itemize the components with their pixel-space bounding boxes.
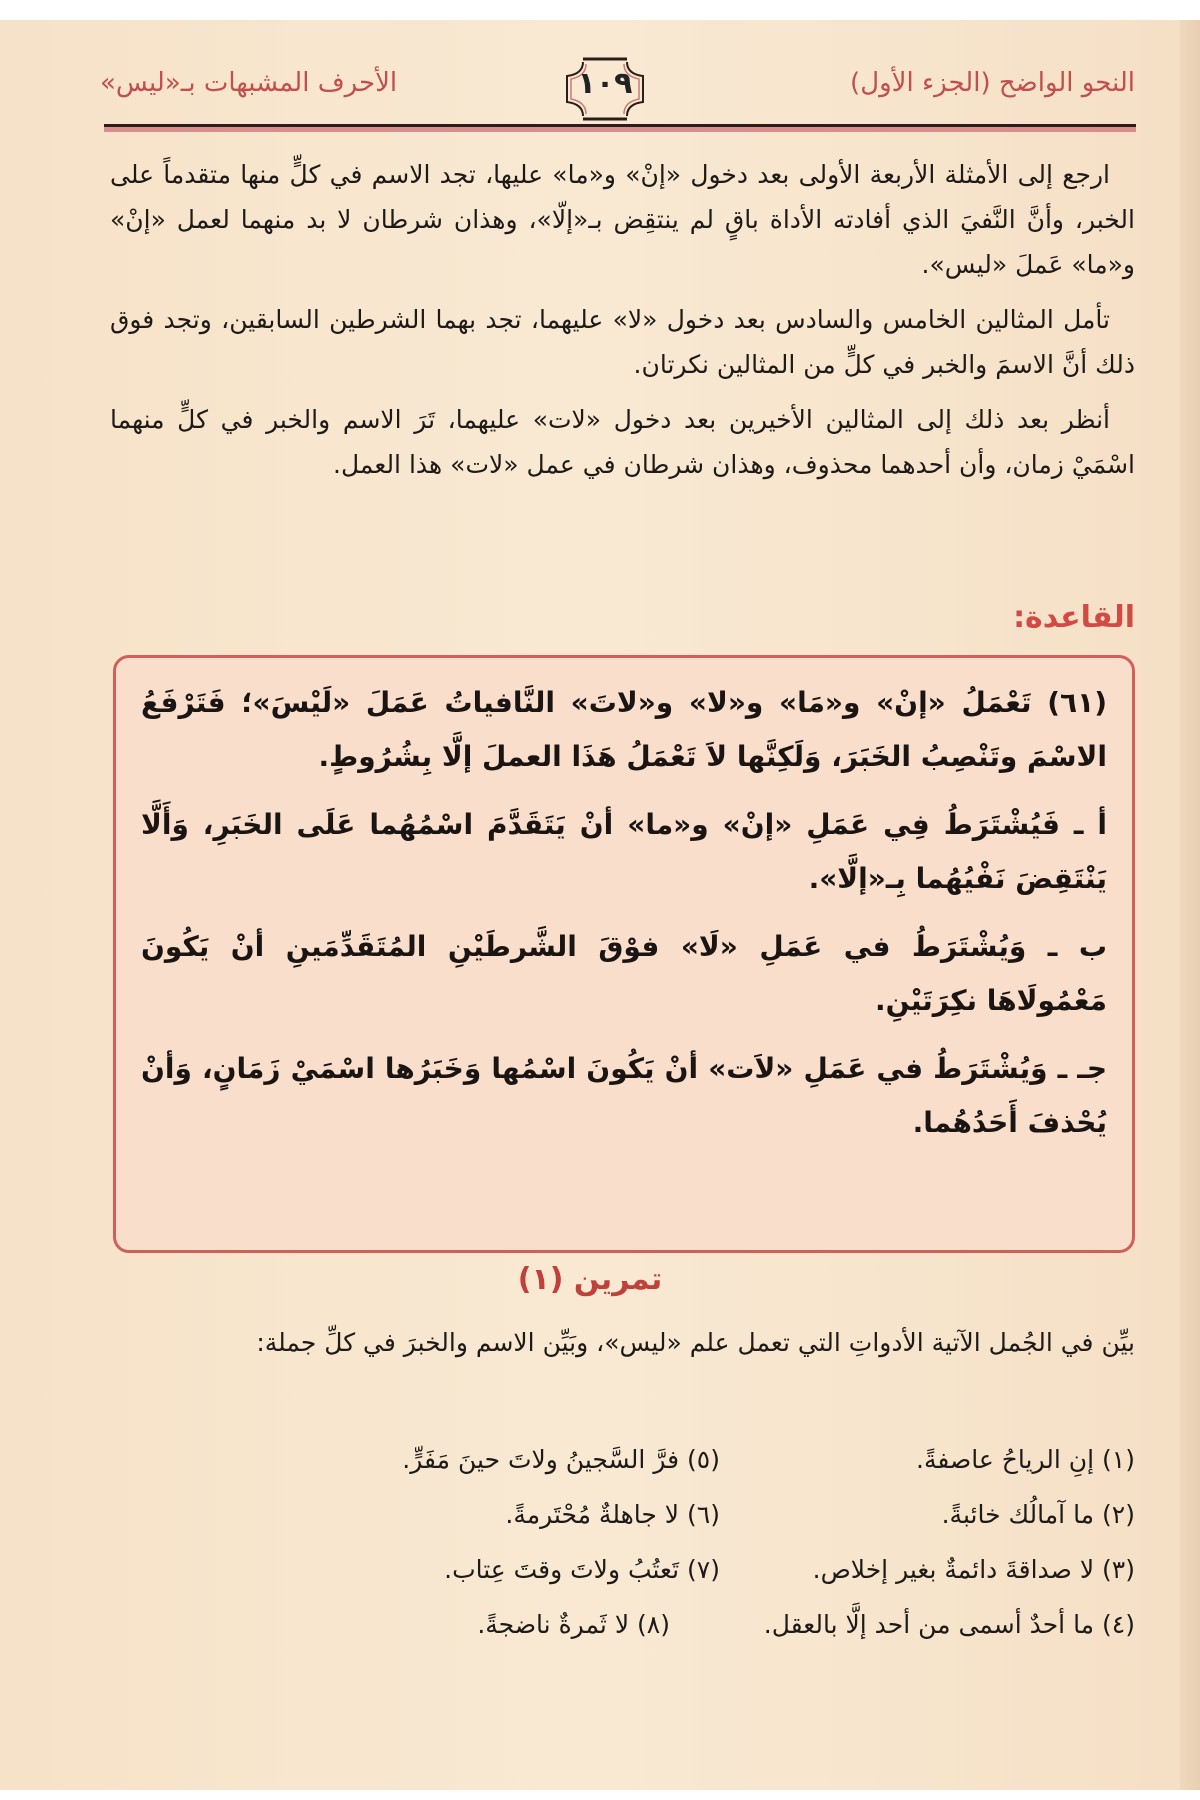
header-rule-accent <box>104 127 1136 132</box>
rule-item-main: (٦١) تَعْمَلُ «إنْ» و«مَا» و«لا» و«لاتَ» النَّافياتُ عَمَلَ «لَيْسَ»؛ فَتَرْفَعُ الاسْمَ وتَنْصِبُ الخَبَرَ، وَلَكِنَّها لاَ تَعْمَلُ هَذَا العملَ إلَّا بِشُرُوطٍ. <box>141 686 1107 773</box>
sentence-5: (٥) فرَّ السَّجينُ ولاتَ حينَ مَفَرٍّ. <box>402 1445 720 1474</box>
exercise-title: تمرين (١) <box>517 1262 663 1297</box>
sentence-row <box>330 1555 1135 1610</box>
rule-item-c: جـ ـ وَيُشْتَرَطُ في عَمَلِ «لاَت» أنْ يَكُونَ اسْمُها وَخَبَرُها اسْمَيْ زَمَانٍ، وَأنْ يُحْذفَ أَحَدُهُما. <box>141 1052 1107 1139</box>
sentence-8: (٨) لا ثَمرةٌ ناضجةً. <box>477 1610 670 1639</box>
rule-heading: القاعدة: <box>1013 600 1135 635</box>
sentence-3: (٣) لا صداقةَ دائمةٌ بغير إخلاص. <box>812 1555 1135 1584</box>
chapter-title: الأحرف المشبهات بـ«ليس» <box>100 68 398 98</box>
sentence-2: (٢) ما آمالُك خائبةً. <box>941 1500 1135 1529</box>
exercise-sentences <box>330 1445 1135 1665</box>
explanation-paragraph-1: ارجع إلى الأمثلة الأربعة الأولى بعد دخول «إنْ» و«ما» عليها، تجد الاسم في كلٍّ منها متقدماً على الخبر، وأنَّ النَّفيَ الذي أفادته الأداة باقٍ لم ينتقِض بـ«إلّا»، وهذان شرطان لا بد منهما لعمل «إنْ» و«ما» عَملَ «ليس». <box>110 160 1135 279</box>
page-number-frame <box>555 56 655 122</box>
sentence-row <box>330 1500 1135 1555</box>
sentence-row <box>330 1445 1135 1500</box>
rule-content <box>141 676 1107 1164</box>
exercise-instructions: بيِّن في الجُمل الآتية الأدواتِ التي تعمل علم «ليس»، وبَيِّن الاسم والخبرَ في كلِّ جملة: <box>256 1328 1135 1357</box>
sentence-1: (١) إنِ الرياحُ عاصفةً. <box>916 1445 1135 1474</box>
page-header <box>100 60 1135 120</box>
sentence-6: (٦) لا جاهلةٌ مُحْتَرمةً. <box>505 1500 720 1529</box>
explanation-paragraph-2: تأمل المثالين الخامس والسادس بعد دخول «لا» عليهما، تجد بهما الشرطين السابقين، وتجد فوق ذلك أنَّ الاسمَ والخبر في كلٍّ من المثالين نكرتان. <box>110 305 1135 379</box>
page-edge <box>1180 20 1200 1790</box>
rule-item-b: ب ـ وَيُشْتَرَطُ في عَمَلِ «لَا» فوْقَ الشَّرطَيْنِ المُتَقَدِّمَينِ أنْ يَكُونَ مَعْمُولَاهَا نكِرَتَيْنِ. <box>141 930 1107 1017</box>
sentence-4: (٤) ما أحدٌ أسمى من أحد إلَّا بالعقل. <box>763 1610 1135 1639</box>
page-number: ١٠٩ <box>577 66 633 101</box>
rule-box <box>113 655 1135 1253</box>
rule-item-a: أ ـ فَيُشْتَرَطُ فِي عَمَلِ «إنْ» و«ما» أنْ يَتَقَدَّمَ اسْمُهُما عَلَى الخَبَرِ، وَأَلَّا يَنْتَقِضَ نَفْيُهُما بِـ«إلَّا». <box>141 808 1107 895</box>
explanation-section <box>110 152 1135 497</box>
sentence-7: (٧) تَعتُبُ ولاتَ وقتَ عِتاب. <box>444 1555 720 1584</box>
book-title: النحو الواضح (الجزء الأول) <box>850 68 1135 98</box>
explanation-paragraph-3: أنظر بعد ذلك إلى المثالين الأخيرين بعد دخول «لات» عليهما، تَرَ الاسم والخبر في كلٍّ منهما اسْمَيْ زمان، وأن أحدهما محذوف، وهذان شرطان في عمل «لات» هذا العمل. <box>110 405 1135 479</box>
sentence-row <box>330 1610 1135 1665</box>
